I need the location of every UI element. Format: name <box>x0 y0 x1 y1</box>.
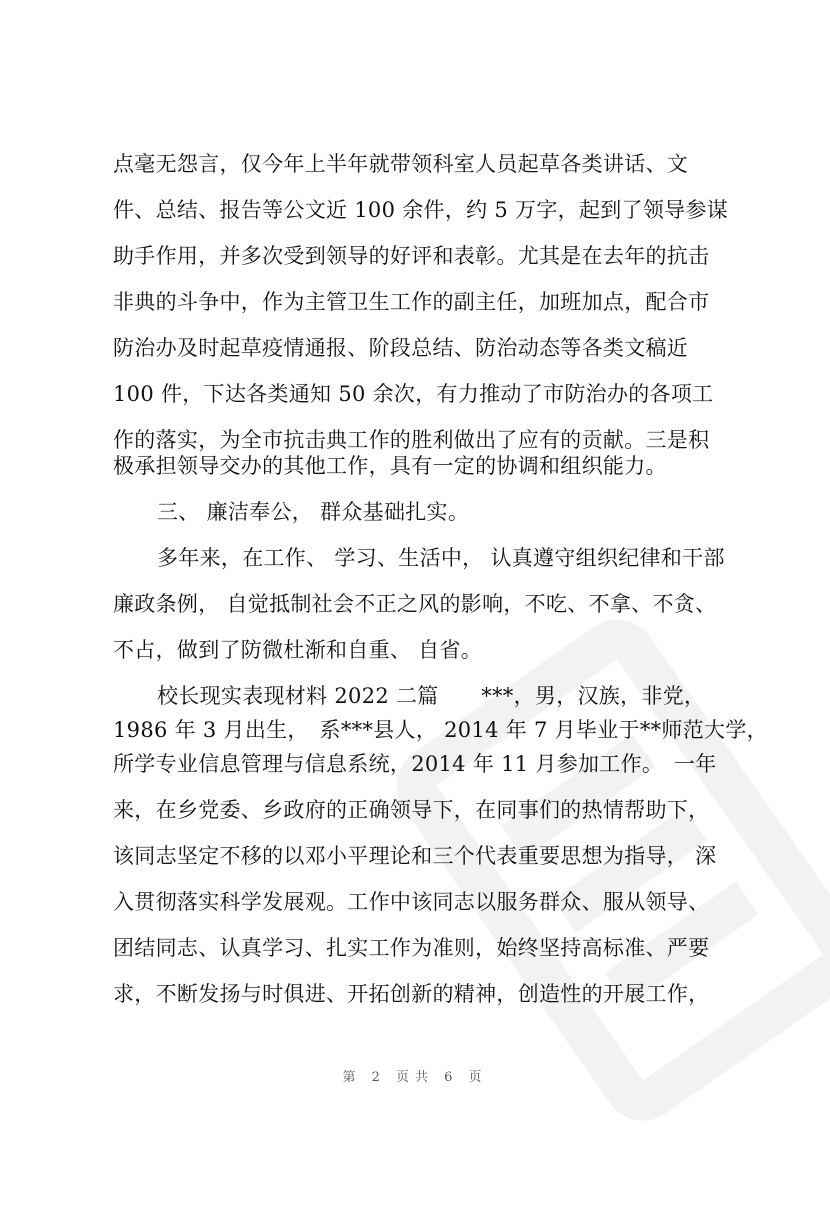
body-line: 件、总结、报告等公文近 100 余件，约 5 万字，起到了领导参谋 <box>113 198 729 222</box>
body-line: 多年来，在工作、 学习、生活中， 认真遵守组织纪律和干部 <box>157 546 725 570</box>
body-line: 助手作用，并多次受到领导的好评和表彰。尤其是在去年的抗击 <box>113 244 710 268</box>
body-line: 廉政条例， 自觉抵制社会不正之风的影响，不吃、不拿、不贪、 <box>113 592 717 616</box>
body-line: 求，不断发扬与时俱进、开拓创新的精神，创造性的开展工作， <box>113 982 710 1006</box>
body-line: 1986 年 3 月出生， 系***县人， 2014 年 7 月毕业于**师范大学， <box>113 718 768 742</box>
body-line: 校长现实表现材料 2022 二篇 ***，男，汉族，非党， <box>157 684 706 708</box>
body-line: 极承担领导交办的其他工作，具有一定的协调和组织能力。 <box>113 454 667 478</box>
page-number-footer: 第 2 页共 6 页 <box>342 1070 488 1085</box>
section-heading: 三、 廉洁奉公， 群众基础扎实。 <box>157 500 470 524</box>
body-line: 点毫无怨言，仅今年上半年就带领科室人员起草各类讲话、文 <box>113 152 689 176</box>
body-line: 作的落实，为全市抗击典工作的胜利做出了应有的贡献。三是积 <box>113 428 710 452</box>
body-line: 来，在乡党委、乡政府的正确领导下，在同事们的热情帮助下， <box>113 798 710 822</box>
body-line: 不占，做到了防微杜渐和自重、 自省。 <box>113 638 483 662</box>
body-line: 防治办及时起草疫情通报、阶段总结、防治动态等各类文稿近 <box>113 336 689 360</box>
body-line: 入贯彻落实科学发展观。工作中该同志以服务群众、服从领导、 <box>113 890 710 914</box>
watermark-logo <box>380 520 830 1220</box>
body-line: 非典的斗争中，作为主管卫生工作的副主任，加班加点，配合市 <box>113 290 710 314</box>
body-line: 所学专业信息管理与信息系统，2014 年 11 月参加工作。 一年 <box>113 752 717 776</box>
body-line: 团结同志、认真学习、扎实工作为准则，始终坚持高标准、严要 <box>113 936 710 960</box>
body-line: 100 件，下达各类通知 50 余次，有力推动了市防治办的各项工 <box>113 382 714 406</box>
body-line: 该同志坚定不移的以邓小平理论和三个代表重要思想为指导， 深 <box>113 844 717 868</box>
